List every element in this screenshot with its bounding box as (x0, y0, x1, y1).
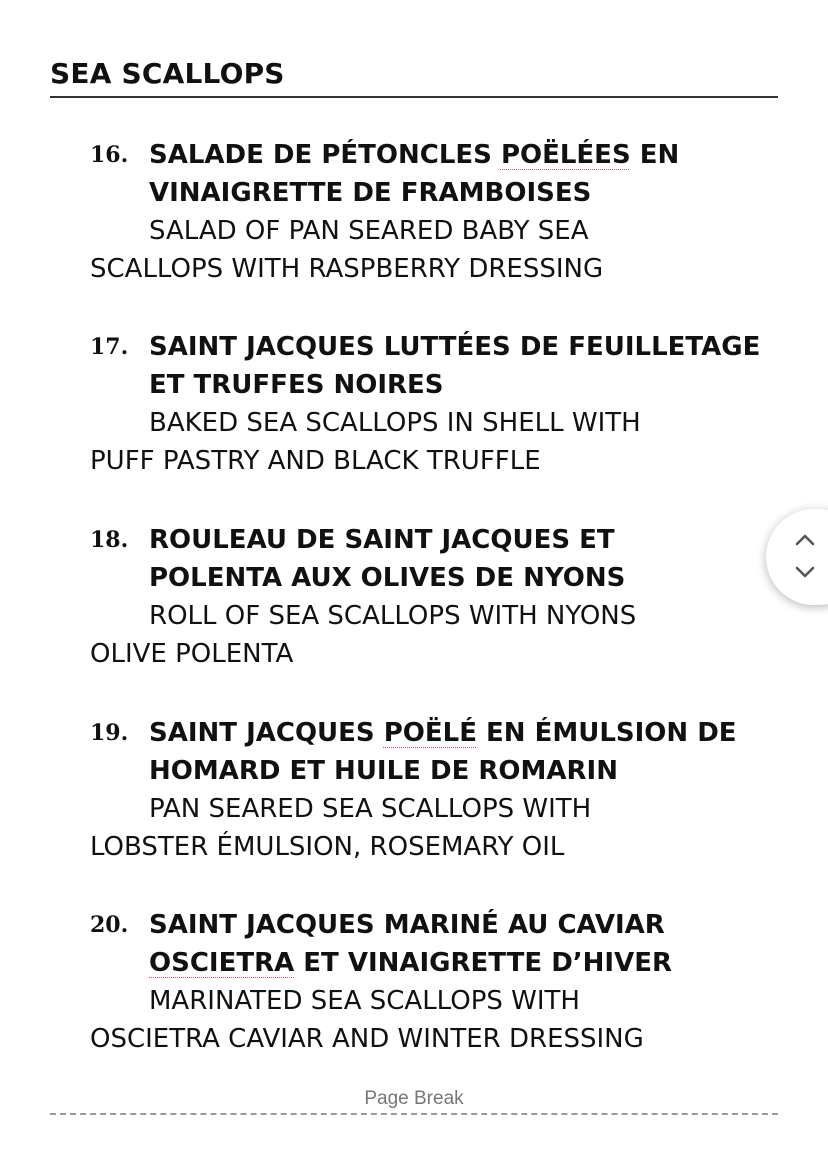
page-break-label: Page Break (364, 1088, 464, 1109)
misspelled-word[interactable]: POËLÉES (500, 140, 631, 170)
menu-item-17[interactable] (90, 328, 780, 480)
menu-item-18[interactable] (90, 521, 780, 673)
title-text: ROULEAU DE SAINT JACQUES ET (149, 525, 615, 555)
item-title-french (149, 714, 780, 790)
description-text: OSCIETRA CAVIAR AND WINTER DRESSING (90, 1024, 644, 1054)
description-text: BAKED SEA SCALLOPS IN SHELL WITH (149, 408, 641, 438)
item-title-french (149, 328, 780, 404)
item-title-french (149, 136, 780, 212)
item-number: 18. (90, 527, 129, 553)
item-description-english (90, 597, 780, 673)
title-text: SALADE DE PÉTONCLES (149, 140, 501, 170)
misspelled-word[interactable]: POËLÉ (383, 718, 477, 748)
title-text: POLENTA AUX OLIVES DE NYONS (149, 563, 626, 593)
menu-item-16[interactable] (90, 136, 780, 288)
title-text: EN ÉMULSION DE (476, 718, 737, 748)
description-text: ROLL OF SEA SCALLOPS WITH NYONS (149, 601, 637, 631)
menu-item-19[interactable] (90, 714, 780, 866)
item-number: 19. (90, 720, 129, 746)
item-description-english (90, 404, 780, 480)
title-text: SAINT JACQUES LUTTÉES DE FEUILLETAGE (149, 332, 761, 362)
title-text: EN (630, 140, 680, 170)
description-text: SALAD OF PAN SEARED BABY SEA (149, 216, 589, 246)
item-title-french (149, 906, 780, 982)
page-break-dashed-line (50, 1113, 778, 1115)
description-text: PUFF PASTRY AND BLACK TRUFFLE (90, 446, 541, 476)
title-text: HOMARD ET HUILE DE ROMARIN (149, 756, 618, 786)
description-text: MARINATED SEA SCALLOPS WITH (149, 986, 580, 1016)
item-number: 16. (90, 142, 129, 168)
item-number: 20. (90, 912, 129, 938)
description-text: OLIVE POLENTA (90, 639, 294, 669)
misspelled-word[interactable]: OSCIETRA (149, 948, 295, 978)
menu-item-20[interactable] (90, 906, 780, 1058)
title-text: ET VINAIGRETTE D’HIVER (294, 948, 672, 978)
item-title-french (149, 521, 780, 597)
item-description-english (90, 790, 780, 866)
section-title: SEA SCALLOPS (50, 57, 285, 90)
title-text: SAINT JACQUES MARINÉ AU CAVIAR (149, 910, 665, 940)
description-text: PAN SEARED SEA SCALLOPS WITH (149, 794, 592, 824)
item-description-english (90, 982, 780, 1058)
title-text: ET TRUFFES NOIRES (149, 370, 444, 400)
page-break (50, 1088, 778, 1128)
chevron-down-icon[interactable] (794, 561, 816, 583)
description-text: SCALLOPS WITH RASPBERRY DRESSING (90, 254, 604, 284)
description-text: LOBSTER ÉMULSION, ROSEMARY OIL (90, 832, 565, 862)
section-divider (50, 96, 778, 98)
item-number: 17. (90, 334, 129, 360)
title-text: VINAIGRETTE DE FRAMBOISES (149, 178, 592, 208)
title-text: SAINT JACQUES (149, 718, 384, 748)
item-description-english (90, 212, 780, 288)
chevron-up-icon[interactable] (794, 529, 816, 551)
